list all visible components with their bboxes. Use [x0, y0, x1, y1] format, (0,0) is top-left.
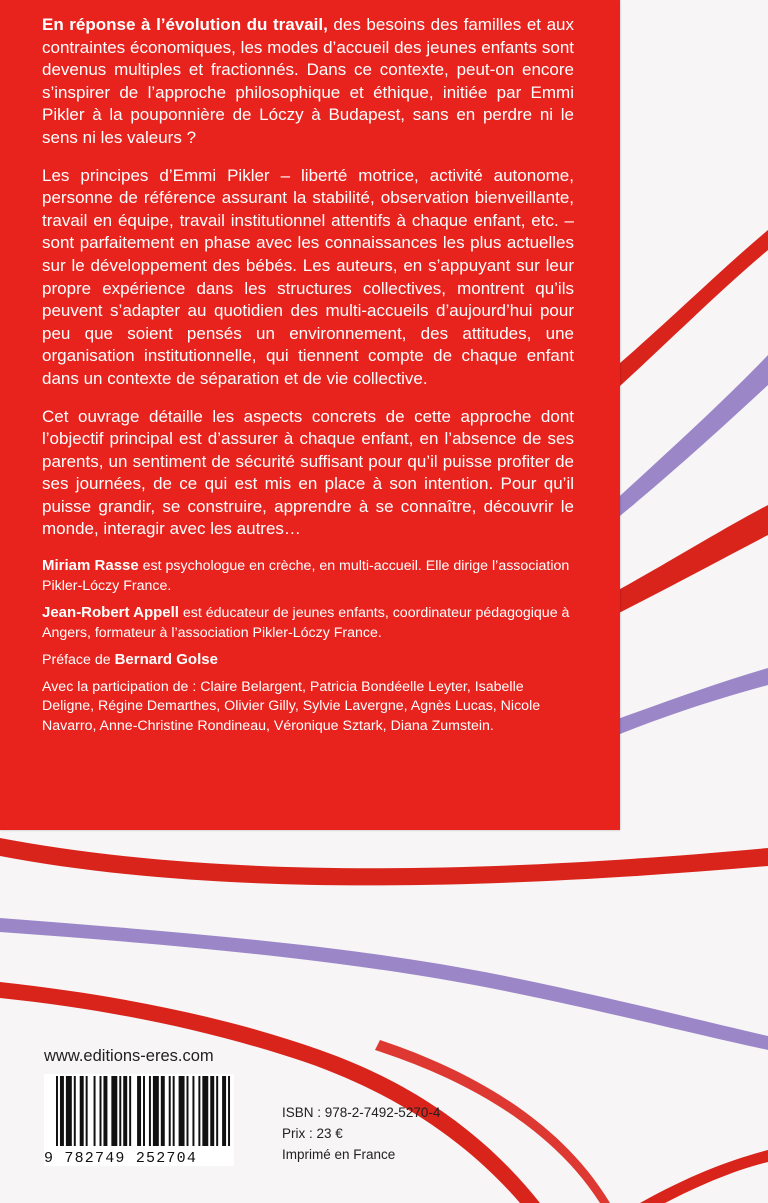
barcode-bar — [192, 1076, 194, 1146]
barcode-bar — [222, 1076, 226, 1146]
author1-entry — [42, 556, 574, 596]
principles-paragraph: Les principes d’Emmi Pikler – liberté motrice, activité autonome, personne de référence assurant la stabilité, observation bienveillante, travail en équipe, travail institutionnel attentifs à chaque enfant, etc. – sont parfaitement en phase avec les connaissances les plus actuelles sur le développement des bébés. Les auteurs, en s’appuyant sur leur propre expérience dans les structures collectives, montrent qu’ils peuvent s’adapter au quotidien des multi-accueils d’aujourd’hui pour peu que soient pensés un environnement, des attitudes, une organisation institutionnelle, qui tiennent compte de chaque enfant dans un contexte de séparation et de vie collective. — [42, 165, 574, 388]
barcode-bar — [216, 1076, 218, 1146]
authors-section — [42, 556, 574, 736]
barcode-bar — [179, 1076, 185, 1146]
barcode-bar — [74, 1076, 76, 1146]
barcode-bar — [123, 1076, 127, 1146]
barcode-bar — [173, 1076, 175, 1146]
barcode-bar — [129, 1076, 131, 1146]
book-details-paragraph: Cet ouvrage détaille les aspects concrets de cette approche dont l’objectif principal est d’assurer à chaque enfant, en l’absence de ses parents, un sentiment de sécurité suffisant pour qu’il puisse profiter de ses journées, de ce qui est mis en place à son intention. Pour qu’il puisse grandir, se construire, apprendre à se connaître, découvrir le monde, interagir avec les autres… — [42, 406, 574, 539]
printed-in: Imprimé en France — [282, 1147, 396, 1162]
barcode-bar — [149, 1076, 151, 1146]
ribbon-red-horizontal — [0, 838, 768, 885]
barcode-bar — [111, 1076, 117, 1146]
barcode-bar — [161, 1076, 165, 1146]
intro-paragraph — [42, 14, 574, 150]
barcode-bar — [153, 1076, 159, 1146]
barcode-bars — [56, 1076, 232, 1146]
barcode — [44, 1074, 234, 1166]
preface-name: Bernard Golse — [114, 651, 218, 669]
barcode-bar — [210, 1076, 214, 1146]
intro-text: des besoins des familles et aux contraintes économiques, les modes d’accueil des jeunes enfants sont devenus multiples et fractionnés. Dans ce contexte, peut-on encore s’inspirer de l’approche philosophique et éthique, initiée par Emmi Pikler à la pouponnière de Lóczy à Budapest, sans en perdre ni le sens ni les valeurs ? — [42, 15, 574, 147]
preface-entry — [42, 650, 574, 671]
isbn: ISBN : 978-2-7492-5270-4 — [282, 1105, 441, 1120]
author1-name: Miriam Rasse — [42, 557, 139, 575]
barcode-bar — [137, 1076, 141, 1146]
barcode-bar — [94, 1076, 96, 1146]
barcode-bar — [100, 1076, 102, 1146]
ribbon-red-upper — [600, 230, 768, 395]
author1-bio: est psychologue en crèche, en multi-accueil. Elle dirige l’association Pikler-Lóczy France. — [42, 558, 570, 594]
barcode-bar — [202, 1076, 208, 1146]
barcode-bar — [119, 1076, 121, 1146]
barcode-digits: 9 782749 252704 — [44, 1150, 198, 1167]
barcode-bar — [103, 1076, 107, 1146]
ribbon-red-bottom-right — [640, 1150, 768, 1203]
price: Prix : 23 € — [282, 1126, 343, 1141]
author2-name: Jean-Robert Appell — [42, 604, 179, 622]
participation-entry: Avec la participation de : Claire Belargent, Patricia Bondéelle Leyter, Isabelle Deligne, Régine Demarthes, Olivier Gilly, Sylvie Lavergne, Agnès Lucas, Nicole Navarro, Anne-Christine Rondineau, Véronique Sztark, Diana Zumstein. — [42, 678, 541, 734]
ribbon-purple-middle — [615, 668, 768, 734]
barcode-bar — [198, 1076, 200, 1146]
ribbon-purple-horizontal — [0, 918, 768, 1050]
ribbon-red-middle — [600, 505, 768, 620]
barcode-bar — [80, 1076, 84, 1146]
barcode-bar — [86, 1076, 88, 1146]
book-info — [282, 1102, 440, 1165]
barcode-bar — [228, 1076, 230, 1146]
cover-text — [42, 14, 574, 743]
publisher-website: www.editions-eres.com — [44, 1047, 214, 1065]
intro-lead: En réponse à l’évolution du travail, — [42, 15, 328, 34]
barcode-bar — [143, 1076, 145, 1146]
barcode-bar — [169, 1076, 171, 1146]
barcode-bar — [56, 1076, 58, 1146]
barcode-bar — [187, 1076, 189, 1146]
preface-label: Préface de — [42, 652, 115, 669]
author2-bio: est éducateur de jeunes enfants, coordinateur pédagogique à Angers, formateur à l’association Pikler-Lóczy France. — [42, 605, 570, 641]
barcode-bar — [66, 1076, 72, 1146]
author2-entry — [42, 603, 574, 643]
barcode-bar — [60, 1076, 64, 1146]
ribbon-purple-upper — [610, 355, 768, 520]
